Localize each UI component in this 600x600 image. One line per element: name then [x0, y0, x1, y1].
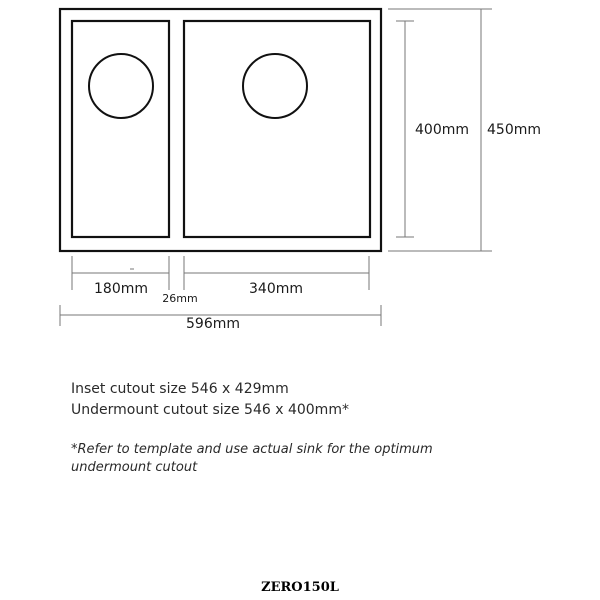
- large-bowl-width-label: 340mm: [249, 281, 303, 297]
- sink-outer-outline: [60, 9, 381, 251]
- overall-width-label: 596mm: [186, 316, 240, 332]
- inset-cutout-text: Inset cutout size 546 x 429mm: [71, 381, 289, 397]
- gap-width-label: 26mm: [162, 292, 198, 305]
- bowl-depth-dimension-lines: [396, 21, 414, 237]
- overall-depth-label: 450mm: [487, 122, 541, 138]
- model-name: ZERO150L: [261, 580, 339, 595]
- cutout-notes: [71, 379, 571, 477]
- undermount-cutout-text: Undermount cutout size 546 x 400mm*: [71, 402, 349, 418]
- template-footnote: *Refer to template and use actual sink for the optimum undermount cutout: [71, 442, 433, 475]
- small-bowl-width-label: 180mm: [94, 281, 148, 297]
- bowl-depth-label: 400mm: [415, 122, 469, 138]
- large-bowl-drain: [243, 54, 307, 118]
- small-bowl-drain: [89, 54, 153, 118]
